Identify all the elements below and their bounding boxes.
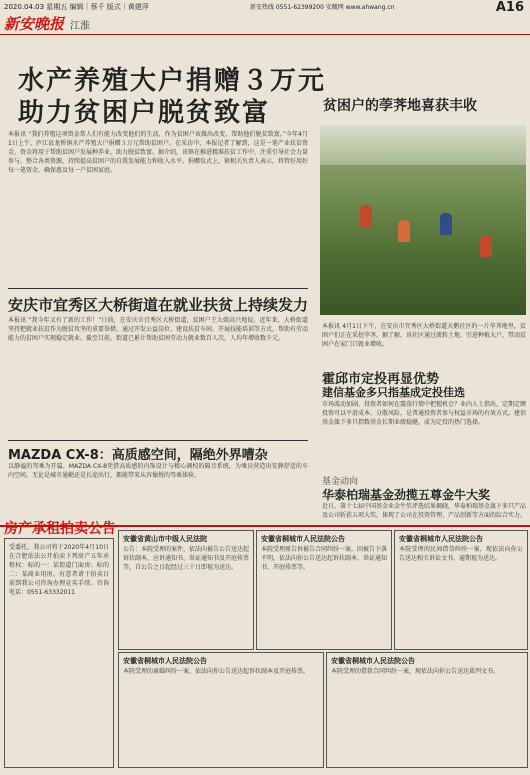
notice-box (394, 530, 528, 650)
divider (8, 288, 308, 289)
sec3-body: 市场波动加剧，投资者如何在震荡行情中把握机会？业内人士指出，定期定额投资可以平滑成本、分散风险，是普通投资者参与权益市场的有效方式。建信基金旗下多只指数基金长期业绩稳健，成为定投的热门选择。 (322, 401, 526, 426)
notice-box (118, 652, 324, 768)
harvest-photo (320, 125, 526, 315)
notice-body: 本院受理的离婚纠纷一案，依法向你公告送达起诉状副本及开庭传票。 (123, 668, 310, 675)
photo-figure (360, 205, 372, 227)
photo-title: 贫困户的荸荠地喜获丰收 (323, 98, 477, 114)
ad-title: 房产承租拍卖公告 (4, 521, 116, 537)
notice-title: 安徽省桐城市人民法院公告 (399, 535, 483, 543)
sec2-body: 本报讯 “我今年又有了新的工作！”日前，在安庆市宜秀区大桥街道，贫困户王大姐高兴地说。近年来，大桥街道坚持把就业扶贫作为脱贫攻坚的重要举措，通过开发公益岗位、建设扶贫车间、开展技能培训等方式，帮助有劳动能力的贫困户实现稳定就业。截至目前，街道已累计帮助贫困劳动力就业数百人次，人均年增收数千元。 (8, 317, 308, 342)
notice-box (256, 530, 392, 650)
divider (8, 440, 308, 441)
notice-body: 本院受理的民间借贷纠纷一案，现依法向你公告送达相关诉讼文书，逾期视为送达。 (399, 546, 523, 562)
sec4-title: 华泰柏瑞基金劲揽五尊金牛大奖 (322, 488, 491, 502)
notice-body: 公告：本院受理的案件，依法向被告公告送达起诉状副本、应诉通知书、举证通知书及开庭传票等，自公告之日起经过三十日即视为送达。 (123, 546, 249, 571)
ad-body: 受委托，我公司将于2020年4月10日在合肥依法公开拍卖下列房产五年承租权：标的一：某街道门面房；标的二：某商业用房。有意者请于拍卖日前到我公司咨询办理竞买手续。咨询电话：0551-63332011 (9, 544, 109, 596)
sec4-tag: 基金动向 (322, 477, 359, 487)
sec5-title: MAZDA CX-8：高质感空间，隔绝外界嘈杂 (8, 448, 268, 463)
issue-date: 2020.04.03 星期五 编辑｜蔡千 版式｜黄建萍 (4, 3, 149, 11)
notice-title: 安徽省黄山市中级人民法院 (123, 535, 207, 543)
sec3-title: 霍邱市定投再显优势 (322, 372, 440, 387)
photo-sky (320, 125, 526, 165)
photo-figure (440, 213, 452, 235)
page-number: A16 (495, 0, 524, 15)
notice-title: 安徽省桐城市人民法院公告 (261, 535, 345, 543)
lead-body: 本报讯 “我们养殖这项资金帮人们有能力改变他们的生活，作为贫困户该做出改变，帮助他们脱贫致富。”今年4月1日上午，庐江县龙桥镇水产养殖大户捐赠３万元帮助贫困户。在采访中，本报记者了解到，这是一笔产业扶贫资金，资金将用于帮助贫困户发展种养业，助力脱贫致富。据介绍，该镇在推进精准扶贫工作中，注重引导社会力量参与，整合各类资源，持续提高贫困户的自我发展能力和收入水平。捐赠仪式上，镇相关负责人表示，将管好用好每一笔资金，确保惠及每一户贫困家庭。 (8, 131, 308, 174)
lead-headline-line2: 助力贫困户脱贫致富 (18, 98, 271, 128)
notice-title: 安徽省桐城市人民法院公告 (331, 657, 415, 665)
photo-figure (480, 235, 492, 257)
notice-box (326, 652, 528, 768)
sec2-title: 安庆市宜秀区大桥街道在就业扶贫上持续发力 (8, 296, 309, 314)
photo-caption: 本报讯 4月1日下午，在安庆市宜秀区大桥街道天鹅社区的一片荸荠地里，贫困户们正在采挖荸荠。据了解，该社区通过流转土地、引进种植大户，带动贫困户在家门口就业增收。 (322, 323, 526, 348)
notice-body: 本院受理原告诉被告合同纠纷一案，因被告下落不明，依法向你公告送达起诉状副本、举证通知书、开庭传票等。 (261, 546, 387, 571)
photo-figure (398, 220, 410, 242)
section-name: 江淮 (70, 21, 90, 32)
sec4-body: 近日，第十七届中国基金业金牛奖评选结果揭晓，华泰柏瑞基金旗下多只产品及公司斩获五项大奖，体现了公司在投资管理、产品创新等方面的综合实力。 (322, 503, 526, 519)
notice-body: 本院受理的借款合同纠纷一案，现依法向你公告送达裁判文书。 (331, 668, 500, 675)
hotline: 新安热线 0551-62399200 安徽网 www.ahwang.cn (250, 4, 395, 11)
notice-box (118, 530, 254, 650)
ad-box (4, 538, 114, 768)
masthead-logo: 新安晚报 (4, 15, 65, 33)
sec3-subtitle: 建信基金多只指基成定投佳选 (322, 386, 465, 399)
lead-headline-line1: 水产养殖大户捐赠３万元 (18, 66, 327, 96)
notice-title: 安徽省桐城市人民法院公告 (123, 657, 207, 665)
sec5-body: 以静谧的驾乘为开篇，MAZDA CX-8凭借高质感的内饰设计与精心调校的隔音系统，为乘员营造出安静舒适的车内空间。无论是城市通勤还是长途出行，都能带来从容愉悦的驾乘体验。 (8, 463, 308, 479)
page-header (0, 0, 530, 35)
